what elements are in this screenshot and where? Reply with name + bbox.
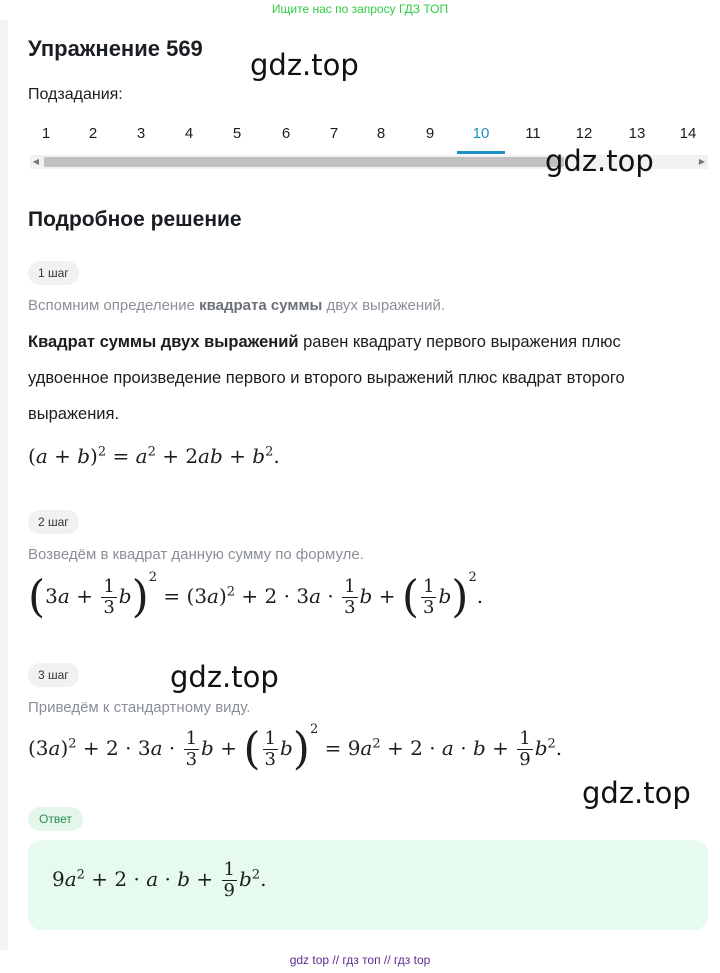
scroll-thumb[interactable] [44, 157, 564, 167]
step-1-hint: Вспомним определение квадрата суммы двух выражений. [28, 297, 446, 314]
watermark: gdz.top [170, 660, 279, 694]
tab-4[interactable]: 4 [184, 125, 194, 142]
tab-1[interactable]: 1 [41, 125, 51, 142]
scroll-left-icon[interactable]: ◀ [32, 157, 40, 166]
step-1-badge: 1 шаг [28, 261, 79, 285]
watermark: gdz.top [250, 48, 359, 82]
tab-9[interactable]: 9 [425, 125, 435, 142]
subtasks-label: Подзадания: [28, 86, 123, 103]
step-1-formula: $(a + b)^2 = a^2 + 2ab + b^2$. [28, 444, 280, 468]
step-3-formula: $(3a)^2 + 2 \cdot 3a$ · $\frac{1}{3}$ b + ( $\frac{1}{3}$ $b)^2 = 9a^2 + 2 \cdot a \cdot b$ + $\frac{1}{9}$ $b^2$. [28, 722, 563, 775]
step-1-definition: Квадрат суммы двух выражений равен квадрату первого выражения плюс удвоенное произведение первого и второго выражений плюс квадрат второго выражения. [28, 333, 625, 423]
footer-links[interactable]: gdz top // гдз топ // гдз top [289, 953, 431, 967]
tab-10[interactable]: 10 [457, 124, 505, 154]
watermark: gdz.top [545, 144, 654, 178]
tab-14[interactable]: 14 [679, 125, 697, 142]
step-3-badge: 3 шаг [28, 663, 79, 687]
tab-6[interactable]: 6 [281, 125, 291, 142]
step-2-formula: (3a + $\frac{1}{3}$ $b)^2 = (3a)^2 + 2 \cdot 3a$ · $\frac{1}{3}$ b + ( $\frac{1}{3}$ b)$^2$. [28, 570, 484, 623]
tab-12[interactable]: 12 [575, 125, 593, 142]
step-3-hint: Приведём к стандартному виду. [28, 699, 251, 716]
answer-badge: Ответ [28, 807, 83, 831]
tab-13[interactable]: 13 [628, 125, 646, 142]
tab-3[interactable]: 3 [136, 125, 146, 142]
tab-8[interactable]: 8 [376, 125, 386, 142]
top-banner[interactable]: Ищите нас по запросу ГДЗ ТОП [271, 2, 449, 16]
exercise-title: Упражнение 569 [28, 36, 203, 61]
tab-5[interactable]: 5 [232, 125, 242, 142]
step-2-badge: 2 шаг [28, 510, 79, 534]
section-title: Подробное решение [28, 208, 242, 231]
step-2-hint: Возведём в квадрат данную сумму по формуле. [28, 546, 364, 563]
watermark: gdz.top [582, 776, 691, 810]
tab-11[interactable]: 11 [525, 125, 541, 142]
scroll-right-icon[interactable]: ▶ [698, 157, 706, 166]
tab-7[interactable]: 7 [329, 125, 339, 142]
tab-2[interactable]: 2 [88, 125, 98, 142]
answer-formula: $9a^2 + 2 \cdot a \cdot b$ + $\frac{1}{9}$ $b^2$. [52, 859, 267, 901]
